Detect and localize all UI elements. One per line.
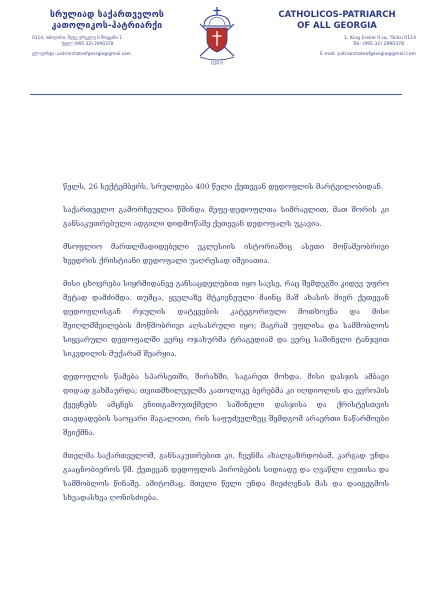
address-english: 1, King Erekle II sq. Tbilisi 0114 [344,36,416,41]
body-paragraph: წელს, 26 სექტემბერს, სრულდება 400 წელი ქეთევან დედოფლის მარტვილობიდან. [63,182,384,191]
email-georgian: ელ-ფოსტა: patriarchateofgeorgia@gmail.com [32,52,131,58]
letter-body [63,180,389,514]
org-name-english: CATHOLICOS-PATRIARCH OF ALL GEORGIA [278,10,396,31]
body-paragraph: მთელმა საქართველომ, განსაკუთრებით კი, ჩვენმა ახალგაზრდობამ, კარგად უნდა გააცნობიეროს წმ. ქეთევან დედოფლის პირობების სიდიადე და ღვაწლი ღვთისა და სამშობლოს წინაშე. ამიტომაც, მთელი წელი უნდა მიეძღვნას მას და დაიგეგმოს სხვადასხვა ღონისძიება. [63,451,389,502]
phone-english: Tel: (995 32) 2990378 [353,42,404,48]
body-paragraph: მისი ცხოვრება სიყრმიდანვე განსაცდელებით იყო სავსე, რაც შემდეგში კიდევ უფრო მეტად დამძიმდა. თუმცა, ყველაზე მტკივნეული მაინც მაშ ახასის მიერ ქეთევან დედოფლისგან რჯულის დატევების კატეგორიული მოთხოვნა და მისი შეიღლმშვილების მოწმობრივი აღსასრული იყო; მაგრამ უფლისა და სამშობლოს სიყვარული დედოფალში ვერც ოჯახურმა ტრაგედიამ და ვერც საშინელი ტანჯვით სიკვდილის მუქარამ შეარყია. [63,279,389,358]
org-name-georgian: სრულიად საქართველოს კათოლიკოს-პატრიარქი [50,10,164,31]
body-paragraph: საქართველო გამორჩეულია წმინდა მეფე-დედოფლთა სიმრავლით, მათ შორის კი განსაკუთრებული ადგილი დიდმოწამე ქეთევან დედოფალს უკავია. [63,205,389,228]
seal-caption: ILIA II [211,60,223,66]
body-paragraph: დედოფლის წამება სპარსეთში, შირაზში, საგარეთ მოხდა. მისი დასჯის ამბავი დიდად გახმაურდა; თვითმხილველმა კათოლიკე ბერებმა კი იღდიოლის და ევროპის ქვეყნებს ამცნეს ენითგამოუთქმელი საშინელი დასჯისა და ქრისტესთვის თავდადების საოცარი მაგალითი, რის საფუძველზეც შემდგომ არაერთი ნაწარმოები შეიქმნა. [63,372,389,437]
letterhead-english [258,10,416,59]
letterhead-georgian [32,10,182,59]
letterhead-divider [30,94,402,95]
email-english: E-mail: patriarchateofgeorgia@gmail.com [319,52,416,58]
phone-georgian: ტელ: (995 32) 2990378 [62,42,114,48]
patriarchate-seal-icon [192,6,242,66]
address-georgian: 0114, თბილისი, მეფე ერეკლე II შოყვანი 1 [32,36,122,41]
body-paragraph: მსოფლიო მართლმადიდებელი ეკლესიის ისტორიაშიც ასეთი მოწამეობრივი ხვედრის ქრისტიანი დედოფალი უაღრესად იშვიათია. [63,242,389,265]
